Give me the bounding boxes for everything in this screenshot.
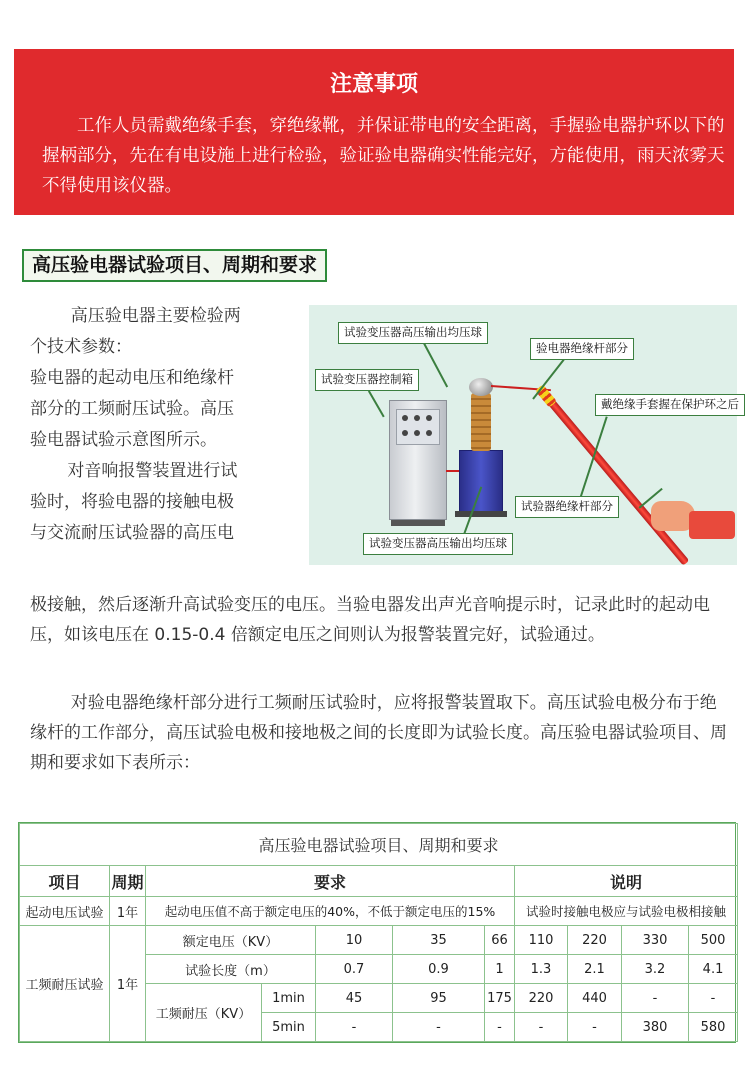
intro-line: 与交流耐压试验器的高压电 xyxy=(30,523,234,543)
table-cell: 0.7 xyxy=(316,955,393,984)
label-ball-top: 试验变压器高压输出均压球 xyxy=(338,322,488,344)
table-cell: 10 xyxy=(316,926,393,955)
label-ball-bottom: 试验变压器高压输出均压球 xyxy=(363,533,513,555)
knob-icon xyxy=(402,415,408,421)
min5-label: 5min xyxy=(262,1013,316,1042)
notice-title: 注意事项 xyxy=(329,72,418,97)
intro-line: 对音响报警装置进行试 xyxy=(67,461,238,481)
knob-icon xyxy=(414,415,420,421)
table-cell: 330 xyxy=(622,926,689,955)
notice-body: 工作人员需戴绝缘手套，穿绝缘靴，并保证带电的安全距离，手握验电器护环以下的握柄部分，先在有电设施上进行检验，验证验电器确实性能完好，方能使用，雨天浓雾天不得使用该仪器。 xyxy=(42,116,725,196)
table-cell: - xyxy=(689,984,738,1013)
table-cell: 220 xyxy=(568,926,622,955)
table-cell: 45 xyxy=(316,984,393,1013)
table-cell: 66 xyxy=(485,926,515,955)
intro-line: 部分的工频耐压试验。高压 xyxy=(30,399,234,419)
insulating-pole-illustration xyxy=(545,396,689,566)
intro-paragraph xyxy=(30,301,280,549)
withstand-label: 工频耐压（KV） xyxy=(146,984,262,1042)
control-panel xyxy=(396,409,440,445)
row2-period: 1年 xyxy=(110,926,146,1042)
table-cell: 35 xyxy=(393,926,485,955)
label-rod-part: 试验器绝缘杆部分 xyxy=(515,496,619,518)
label-control-box: 试验变压器控制箱 xyxy=(315,369,419,391)
table-cell: 500 xyxy=(689,926,738,955)
knob-icon xyxy=(402,430,408,436)
label-glove: 戴绝缘手套握在保护环之后 xyxy=(595,394,745,416)
table-cell: - xyxy=(515,1013,568,1042)
row1-requirement: 起动电压值不高于额定电压的40%，不低于额定电压的15% xyxy=(146,897,515,926)
notice-banner xyxy=(14,49,734,215)
table-cell: 4.1 xyxy=(689,955,738,984)
label-pole-part: 验电器绝缘杆部分 xyxy=(530,338,634,360)
header-period: 周期 xyxy=(110,866,146,897)
header-note: 说明 xyxy=(515,866,738,897)
header-requirement: 要求 xyxy=(146,866,515,897)
rated-voltage-label: 额定电压（KV） xyxy=(146,926,316,955)
intro-line: 高压验电器主要检验两 xyxy=(70,306,241,326)
table-cell: - xyxy=(393,1013,485,1042)
knob-icon xyxy=(426,415,432,421)
table-cell: 95 xyxy=(393,984,485,1013)
transformer-base xyxy=(455,511,507,517)
table-cell: 175 xyxy=(485,984,515,1013)
min1-label: 1min xyxy=(262,984,316,1013)
table-cell: - xyxy=(316,1013,393,1042)
row1-period: 1年 xyxy=(110,897,146,926)
table-cell: 580 xyxy=(689,1013,738,1042)
test-length-label: 试验长度（m） xyxy=(146,955,316,984)
intro-line: 个技术参数： xyxy=(30,337,132,357)
table-cell: 220 xyxy=(515,984,568,1013)
table-cell: 1 xyxy=(485,955,515,984)
table-cell: - xyxy=(622,984,689,1013)
paragraph-procedure: 极接触，然后逐渐升高试验变压的电压。当验电器发出声光音响提示时，记录此时的起动电压，如该电压在 0.15-0.4 倍额定电压之间则认为报警装置完好，试验通过。 xyxy=(30,595,710,645)
table-cell: 440 xyxy=(568,984,622,1013)
bushing-illustration xyxy=(471,393,491,451)
table-cell: 0.9 xyxy=(393,955,485,984)
table-cell: - xyxy=(568,1013,622,1042)
paragraph-withstand: 对验电器绝缘杆部分进行工频耐压试验时，应将报警装置取下。高压试验电极分布于绝缘杆的工作部分，高压试验电极和接地极之间的长度即为试验长度。高压验电器试验项目、周期和要求如下表所示： xyxy=(30,693,727,773)
intro-line: 验电器的起动电压和绝缘杆 xyxy=(30,368,234,388)
row2-item: 工频耐压试验 xyxy=(20,926,110,1042)
transformer-illustration xyxy=(459,450,503,512)
table-cell: 110 xyxy=(515,926,568,955)
table-cell: 380 xyxy=(622,1013,689,1042)
test-diagram xyxy=(309,305,737,565)
leader-line xyxy=(368,390,384,417)
knob-icon xyxy=(414,430,420,436)
section-title: 高压验电器试验项目、周期和要求 xyxy=(22,249,327,282)
header-item: 项目 xyxy=(20,866,110,897)
table-cell: 3.2 xyxy=(622,955,689,984)
leader-line xyxy=(423,342,448,387)
test-table xyxy=(18,822,736,1043)
table-cell: - xyxy=(485,1013,515,1042)
row1-item: 起动电压试验 xyxy=(20,897,110,926)
sleeve-illustration xyxy=(689,511,735,539)
cabinet-base xyxy=(391,520,445,526)
table-cell: 1.3 xyxy=(515,955,568,984)
intro-line: 验时，将验电器的接触电极 xyxy=(30,492,234,512)
grading-ball-illustration xyxy=(469,378,493,396)
table-cell: 2.1 xyxy=(568,955,622,984)
table-caption: 高压验电器试验项目、周期和要求 xyxy=(20,824,738,866)
row1-note: 试验时接触电极应与试验电极相接触 xyxy=(515,897,738,926)
control-box-illustration xyxy=(389,400,447,520)
knob-icon xyxy=(426,430,432,436)
intro-line: 验电器试验示意图所示。 xyxy=(30,430,217,450)
